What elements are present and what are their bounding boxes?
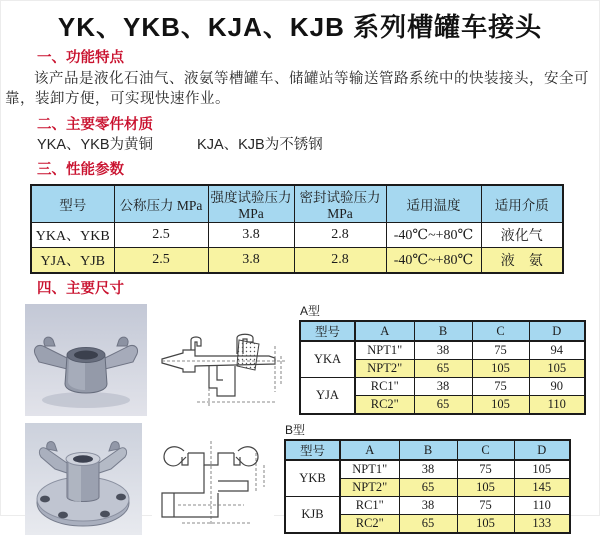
dim-cell: 38 bbox=[399, 460, 457, 479]
flanged-coupling-photo bbox=[25, 423, 142, 535]
dim-cell: NPT1" bbox=[355, 341, 414, 360]
dim-cell: 38 bbox=[399, 497, 457, 515]
dim-header-a: A bbox=[340, 440, 399, 460]
dim-cell: 110 bbox=[514, 497, 570, 515]
type-a-row bbox=[25, 304, 600, 416]
perf-cell: 2.5 bbox=[114, 223, 208, 248]
perf-cell: 2.8 bbox=[294, 248, 386, 274]
page-title: YK、YKB、KJA、KJB 系列槽罐车接头 bbox=[57, 12, 543, 42]
dim-cell: 38 bbox=[414, 341, 472, 360]
dim-cell: 65 bbox=[414, 360, 472, 378]
dim-cell: 105 bbox=[472, 396, 529, 415]
dim-cell: 105 bbox=[457, 515, 514, 534]
dim-cell: 105 bbox=[457, 479, 514, 497]
perf-header-strength-test: 强度试验压力MPa bbox=[208, 185, 294, 223]
dim-cell: 110 bbox=[529, 396, 585, 415]
dim-cell: 75 bbox=[472, 341, 529, 360]
dim-cell: 38 bbox=[414, 378, 472, 396]
wing-coupling-section-drawing bbox=[157, 326, 289, 412]
perf-header-nominal-pressure: 公称压力 MPa bbox=[114, 185, 208, 223]
dim-header-b: B bbox=[414, 321, 472, 341]
section-2-heading: 二、主要零件材质 bbox=[37, 117, 153, 133]
perf-cell: 3.8 bbox=[208, 223, 294, 248]
dim-cell: 94 bbox=[529, 341, 585, 360]
performance-table bbox=[30, 184, 564, 274]
perf-cell: 3.8 bbox=[208, 248, 294, 274]
dim-cell: 65 bbox=[399, 515, 457, 534]
dim-header-model: 型号 bbox=[285, 440, 340, 460]
dim-header-a: A bbox=[355, 321, 414, 341]
type-a-table-block bbox=[299, 304, 586, 415]
dim-cell: 145 bbox=[514, 479, 570, 497]
perf-header-seal-test: 密封试验压力MPa bbox=[294, 185, 386, 223]
dim-header-c: C bbox=[457, 440, 514, 460]
dim-cell: RC2" bbox=[340, 515, 399, 534]
perf-header-temperature: 适用温度 bbox=[386, 185, 481, 223]
dim-model-cell: KJB bbox=[285, 497, 340, 534]
dim-header-d: D bbox=[514, 440, 570, 460]
perf-cell: 液化气 bbox=[481, 223, 563, 248]
type-b-label: B型 bbox=[285, 423, 306, 437]
flanged-coupling-drawing-art bbox=[152, 431, 274, 531]
perf-cell: 2.8 bbox=[294, 223, 386, 248]
performance-row-yka-ykb bbox=[31, 223, 563, 248]
type-b-row-rc1 bbox=[285, 497, 570, 515]
wing-coupling-photo-art bbox=[25, 304, 147, 416]
dim-cell: RC1" bbox=[355, 378, 414, 396]
perf-cell: 2.5 bbox=[114, 248, 208, 274]
type-b-header-row bbox=[285, 440, 570, 460]
perf-cell: YKA、YKB bbox=[31, 223, 114, 248]
dim-cell: NPT1" bbox=[340, 460, 399, 479]
dim-cell: NPT2" bbox=[355, 360, 414, 378]
section-3-heading: 三、性能参数 bbox=[37, 162, 124, 178]
dim-cell: RC2" bbox=[355, 396, 414, 415]
performance-header-row bbox=[31, 185, 563, 223]
type-a-table bbox=[299, 320, 586, 415]
flanged-coupling-photo-art bbox=[25, 423, 142, 535]
materials-line bbox=[37, 137, 600, 154]
section-4-heading: 四、主要尺寸 bbox=[37, 281, 124, 297]
type-a-header-row bbox=[300, 321, 585, 341]
type-a-row-rc1 bbox=[300, 378, 585, 396]
dim-cell: RC1" bbox=[340, 497, 399, 515]
dim-cell: 65 bbox=[414, 396, 472, 415]
performance-row-yja-yjb bbox=[31, 248, 563, 274]
dim-cell: 90 bbox=[529, 378, 585, 396]
wing-coupling-photo bbox=[25, 304, 147, 416]
dim-cell: 75 bbox=[472, 378, 529, 396]
type-b-row-npt1 bbox=[285, 460, 570, 479]
dim-header-d: D bbox=[529, 321, 585, 341]
section-1-heading: 一、功能特点 bbox=[37, 50, 124, 66]
dim-header-b: B bbox=[399, 440, 457, 460]
material-brass-text: YKA、YKB为黄铜 bbox=[37, 137, 154, 153]
type-b-table bbox=[284, 439, 571, 534]
dim-cell: 133 bbox=[514, 515, 570, 534]
dim-cell: 105 bbox=[472, 360, 529, 378]
flanged-coupling-section-drawing bbox=[152, 431, 274, 531]
dim-cell: 65 bbox=[399, 479, 457, 497]
perf-cell: 液 氨 bbox=[481, 248, 563, 274]
dim-cell: 75 bbox=[457, 497, 514, 515]
dim-header-c: C bbox=[472, 321, 529, 341]
dim-model-cell: YKB bbox=[285, 460, 340, 497]
perf-cell: YJA、YJB bbox=[31, 248, 114, 274]
perf-cell: -40℃~+80℃ bbox=[386, 248, 481, 274]
dim-cell: 105 bbox=[529, 360, 585, 378]
type-a-label: A型 bbox=[300, 304, 321, 318]
perf-cell: -40℃~+80℃ bbox=[386, 223, 481, 248]
type-a-row-npt1 bbox=[300, 341, 585, 360]
material-stainless-text: KJA、KJB为不锈钢 bbox=[197, 137, 323, 153]
type-b-row bbox=[25, 423, 600, 535]
perf-header-medium: 适用介质 bbox=[481, 185, 563, 223]
type-b-table-block bbox=[284, 423, 571, 534]
dim-model-cell: YJA bbox=[300, 378, 355, 415]
dim-model-cell: YKA bbox=[300, 341, 355, 378]
feature-paragraph: 该产品是液化石油气、液氨等槽罐车、储罐站等输送管路系统中的快装接头，安全可靠，装卸方便，可实现快速作业。 bbox=[5, 71, 589, 107]
perf-header-model: 型号 bbox=[31, 185, 114, 223]
dim-cell: 75 bbox=[457, 460, 514, 479]
dim-cell: 105 bbox=[514, 460, 570, 479]
wing-coupling-drawing-art bbox=[157, 326, 289, 412]
dim-cell: NPT2" bbox=[340, 479, 399, 497]
dim-header-model: 型号 bbox=[300, 321, 355, 341]
